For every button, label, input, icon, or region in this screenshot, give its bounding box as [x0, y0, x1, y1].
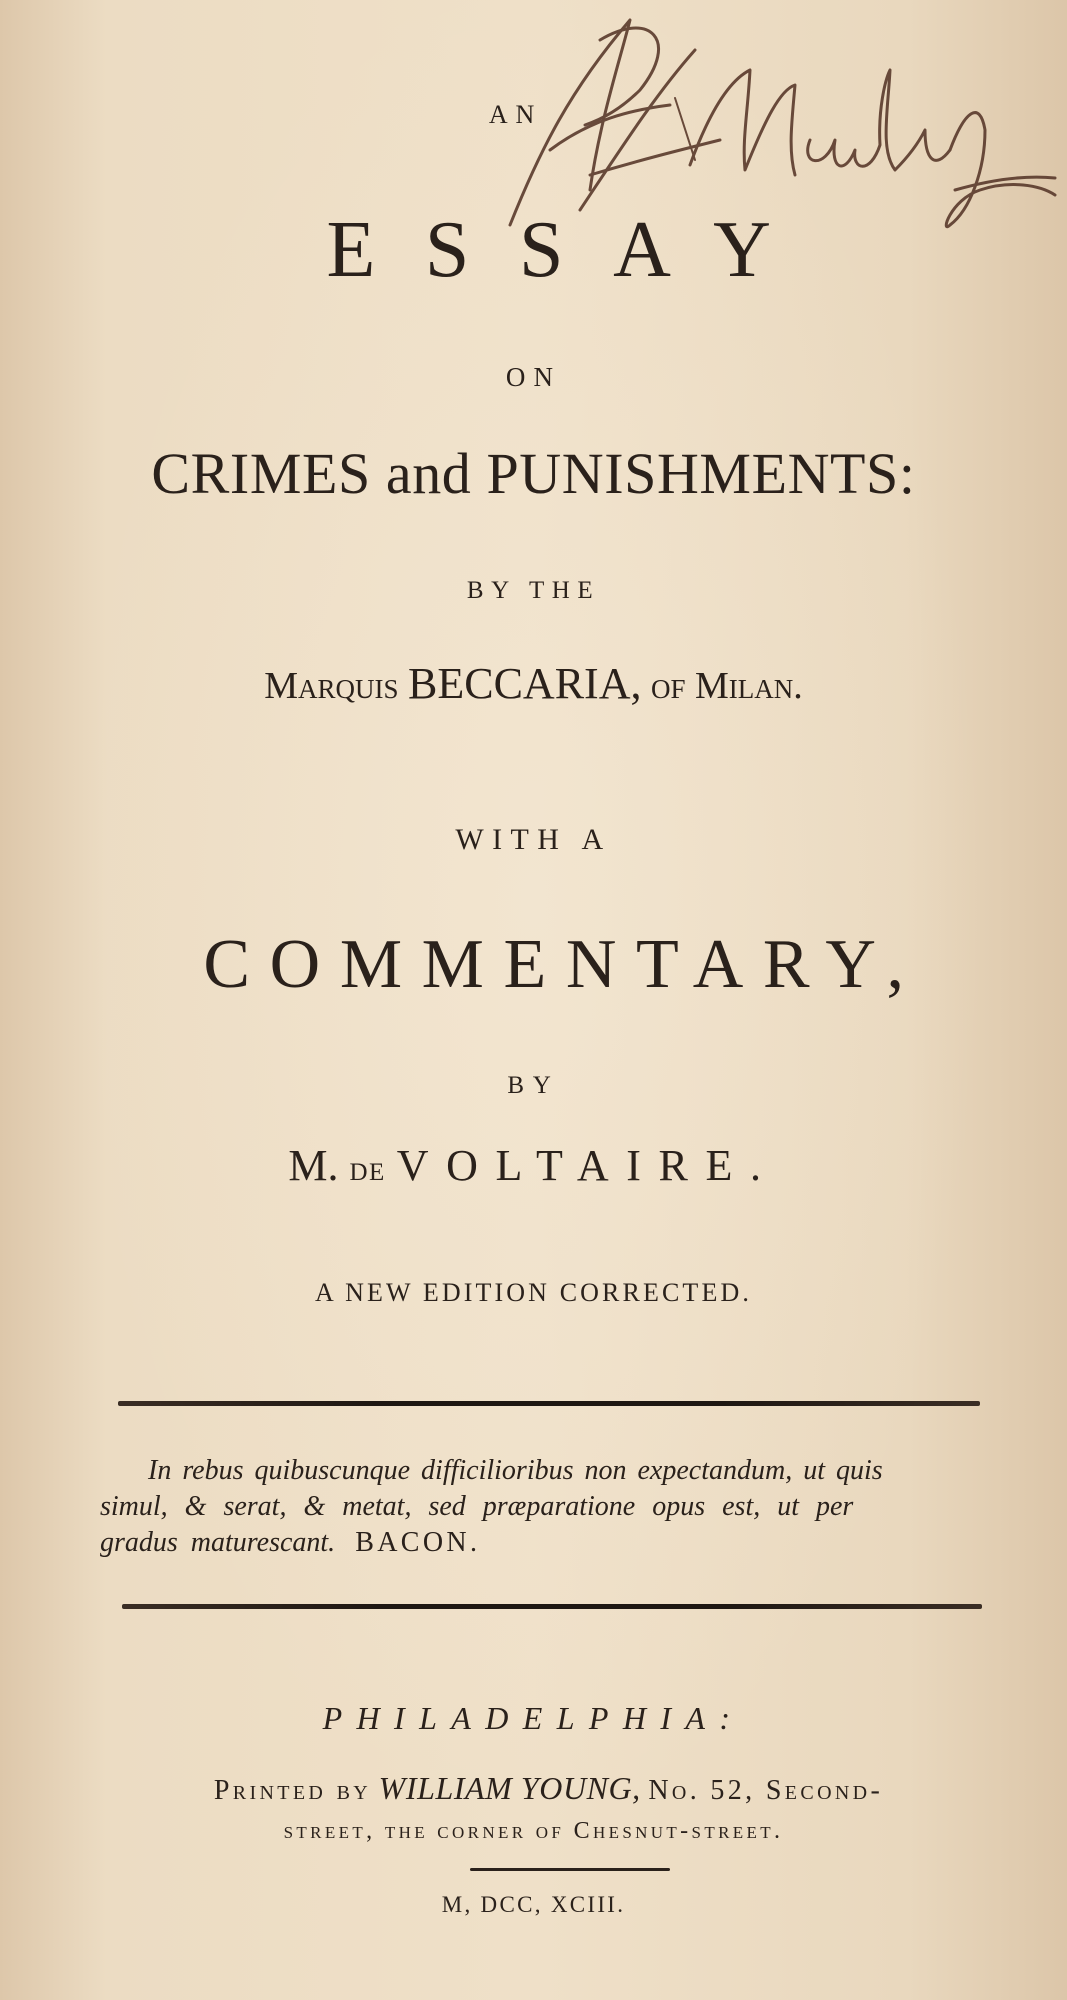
epigraph-line-2: simul, & serat, & metat, sed præparatione opus est, ut per: [100, 1491, 854, 1522]
heading-subject: CRIMES and PUNISHMENTS:: [151, 441, 916, 506]
imprint-address-start: No. 52, Second-: [648, 1775, 884, 1806]
commentator-prefix: M.: [288, 1141, 339, 1190]
imprint-address-line: street, the corner of Chesnut-street.: [283, 1818, 784, 1844]
by-the-line: BY THE: [466, 577, 601, 604]
imprint-date: M, DCC, XCIII.: [441, 1892, 626, 1917]
epigraph-line-3-text: gradus maturescant.: [100, 1527, 336, 1558]
author-name: BECCARIA,: [408, 659, 642, 708]
divider-rule-bottom: [122, 1604, 982, 1609]
commentator-name: VOLTAIRE.: [396, 1141, 779, 1190]
author-line: [0, 658, 1067, 709]
heading-on: ON: [505, 362, 562, 392]
heading-commentary: COMMENTARY,: [203, 926, 924, 1003]
imprint-city: PHILADELPHIA:: [322, 1700, 745, 1736]
imprint-printed-by: Printed by: [213, 1775, 372, 1806]
imprint-printer-line: [15, 1770, 1067, 1807]
divider-rule-small: [470, 1868, 670, 1871]
commentator-line: [0, 1140, 1067, 1191]
commentator-particle: de: [349, 1148, 386, 1188]
divider-rule-top: [118, 1401, 980, 1406]
edition-line: A NEW EDITION CORRECTED.: [315, 1278, 752, 1307]
imprint-printer-name: WILLIAM YOUNG,: [378, 1770, 641, 1806]
heading-an: AN: [488, 100, 543, 129]
by-line: BY: [507, 1072, 560, 1099]
epigraph-attribution: BACON.: [355, 1527, 481, 1558]
author-suffix: of Milan.: [651, 665, 803, 707]
epigraph-line-3: [100, 1527, 980, 1559]
author-prefix: Marquis: [264, 665, 399, 707]
epigraph-line-1: In rebus quibuscunque difficilioribus non expectandum, ut quis: [148, 1455, 883, 1486]
with-a-line: WITH A: [455, 823, 612, 856]
heading-essay: ESSAY: [326, 206, 821, 294]
